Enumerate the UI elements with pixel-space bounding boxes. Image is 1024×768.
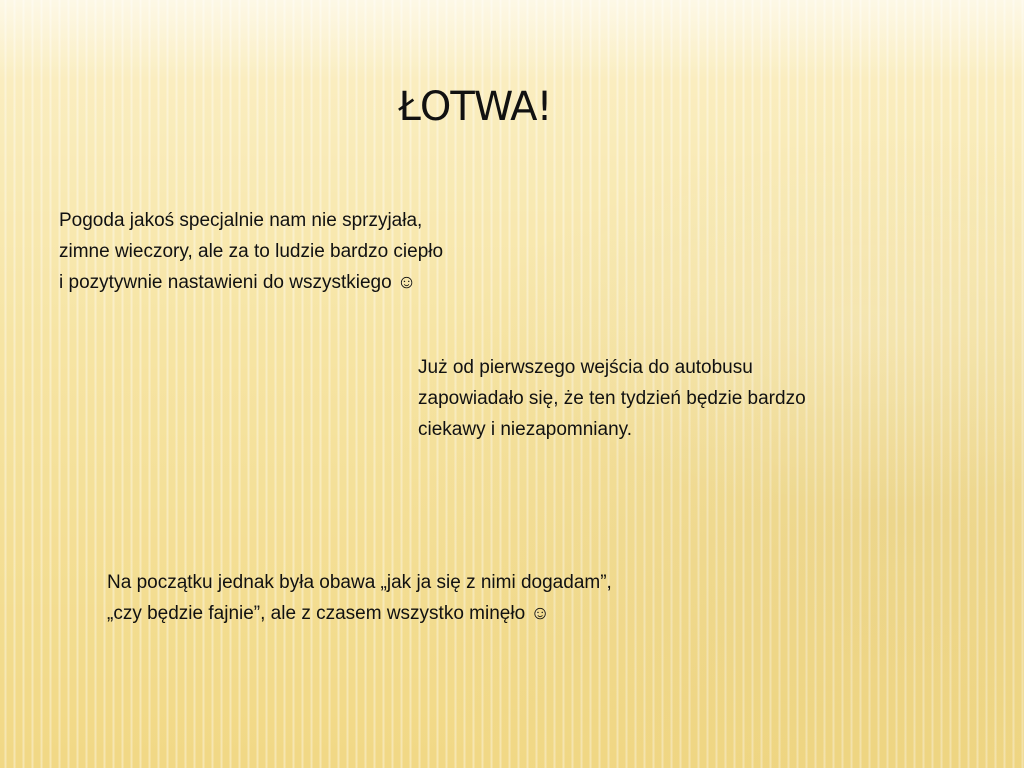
paragraph-weather bbox=[59, 205, 443, 298]
paragraph-line: Już od pierwszego wejścia do autobusu bbox=[418, 357, 753, 378]
paragraph-line: Na początku jednak była obawa „jak ja się z nimi dogadam”, bbox=[107, 572, 612, 593]
paragraph-worry bbox=[107, 567, 612, 629]
slide-title: ŁOTWA! bbox=[398, 84, 552, 130]
paragraph-line: ciekawy i niezapomniany. bbox=[418, 419, 633, 440]
paragraph-line: zapowiadało się, że ten tydzień będzie bardzo bbox=[418, 388, 806, 409]
paragraph-line: Pogoda jakoś specjalnie nam nie sprzyjała, bbox=[59, 210, 423, 231]
paragraph-line: „czy będzie fajnie”, ale z czasem wszystko minęło ☺ bbox=[107, 603, 550, 624]
paragraph-line: zimne wieczory, ale za to ludzie bardzo ciepło bbox=[59, 241, 444, 262]
paragraph-bus bbox=[418, 352, 806, 445]
paragraph-line: i pozytywnie nastawieni do wszystkiego ☺ bbox=[59, 272, 417, 293]
